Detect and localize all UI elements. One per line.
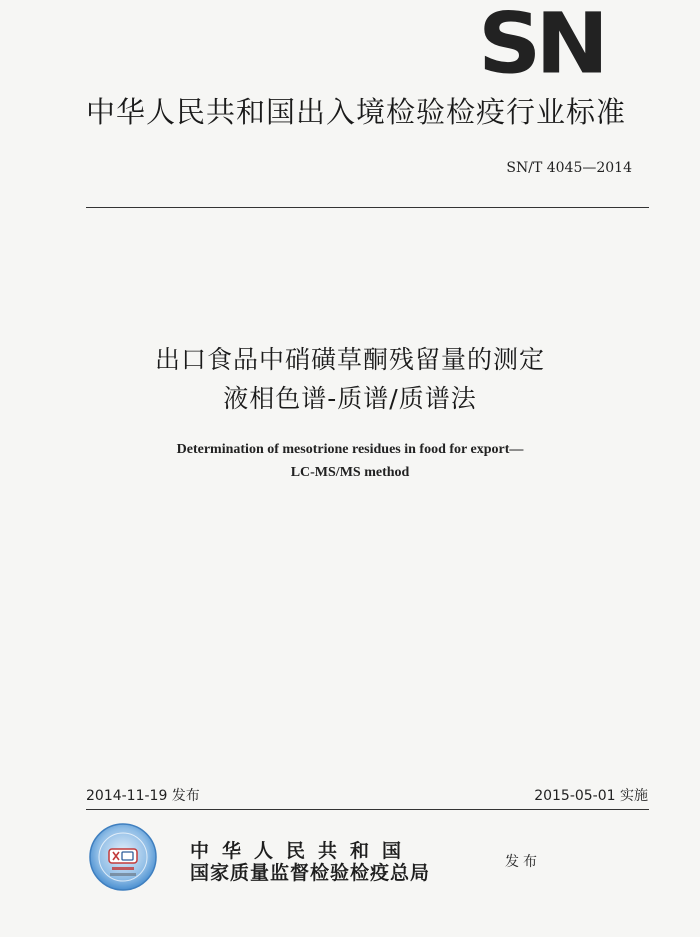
publish-label: 发布 (505, 854, 541, 870)
standard-category-title: 中华人民共和国出入境检验检疫行业标准 (86, 95, 627, 129)
standard-number: SN/T 4045—2014 (506, 160, 632, 176)
issuer-name-line2: 国家质量监督检验检疫总局 (190, 862, 431, 884)
document-title-cn-line1: 出口食品中硝磺草酮残留量的测定 (154, 345, 545, 374)
effective-date: 2015-05-01 实施 (534, 788, 648, 804)
bottom-divider (86, 809, 649, 810)
document-title-en-line1: Determination of mesotrione residues in food for export— (176, 442, 524, 457)
document-title-en-line2: LC-MS/MS method (290, 465, 410, 480)
anti-counterfeit-seal-icon (88, 822, 158, 892)
issue-date: 2014-11-19 发布 (86, 788, 200, 804)
document-title-cn-line2: 液相色谱-质谱/质谱法 (223, 384, 477, 413)
sn-logo: SN (478, 0, 604, 93)
top-divider (86, 207, 649, 208)
issuer-name-line1: 中华人民共和国 (190, 840, 415, 862)
